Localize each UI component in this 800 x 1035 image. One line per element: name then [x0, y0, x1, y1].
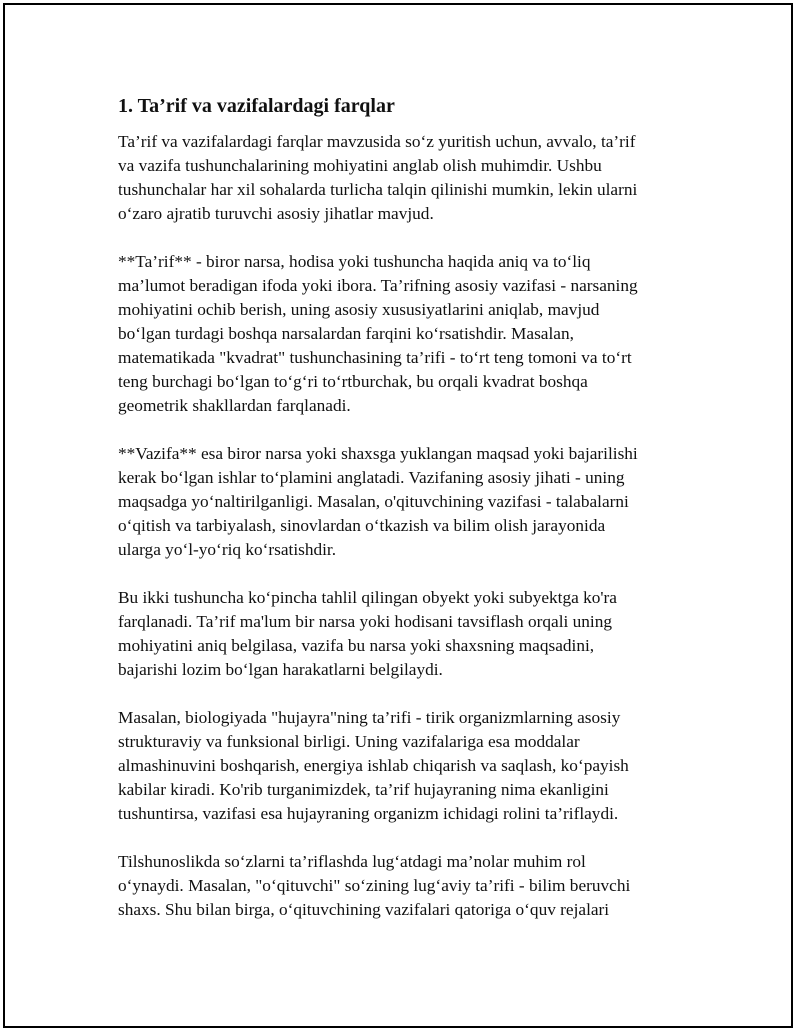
text-line: o‘qitish va tarbiyalash, sinovlardan o‘tkazish va bilim olish jarayonida	[118, 516, 606, 535]
text-line: farqlanadi. Ta’rif ma'lum bir narsa yoki hodisani tavsiflash orqali uning	[118, 612, 612, 631]
document-body	[118, 93, 688, 946]
text-line: teng burchagi bo‘lgan to‘g‘ri to‘rtburchak, bu orqali kvadrat boshqa	[118, 372, 588, 391]
text-line: Tilshunoslikda so‘zlarni ta’riflashda lug‘atdagi ma’nolar muhim rol	[118, 852, 586, 871]
text-line: o‘zaro ajratib turuvchi asosiy jihatlar mavjud.	[118, 204, 434, 223]
paragraph	[118, 130, 688, 226]
text-line: ularga yo‘l-yo‘riq ko‘rsatishdir.	[118, 540, 337, 559]
text-line: tushuntirsa, vazifasi esa hujayraning organizm ichidagi rolini ta’riflaydi.	[118, 804, 619, 823]
text-line: **Vazifa** esa biror narsa yoki shaxsga yuklangan maqsad yoki bajarilishi	[118, 444, 638, 463]
text-line: matematikada "kvadrat" tushunchasining ta’rifi - to‘rt teng tomoni va to‘rt	[118, 348, 632, 367]
text-line: almashinuvini boshqarish, energiya ishlab chiqarish va saqlash, ko‘payish	[118, 756, 629, 775]
text-line: **Ta’rif** - biror narsa, hodisa yoki tushuncha haqida aniq va to‘liq	[118, 252, 591, 271]
paragraph	[118, 442, 688, 562]
text-line: Bu ikki tushuncha ko‘pincha tahlil qilingan obyekt yoki subyektga ko'ra	[118, 588, 617, 607]
text-line: tushunchalar har xil sohalarda turlicha talqin qilinishi mumkin, lekin ularni	[118, 180, 638, 199]
text-line: mohiyatini aniq belgilasa, vazifa bu narsa yoki shaxsning maqsadini,	[118, 636, 595, 655]
text-line: kabilar kiradi. Ko'rib turganimizdek, ta’rif hujayraning nima ekanligini	[118, 780, 609, 799]
text-line: maqsadga yo‘naltirilganligi. Masalan, o'qituvchining vazifasi - talabalarni	[118, 492, 629, 511]
paragraph-list	[118, 130, 688, 922]
text-line: o‘ynaydi. Masalan, "o‘qituvchi" so‘zining lug‘aviy ta’rifi - bilim beruvchi	[118, 876, 631, 895]
text-line: mohiyatini ochib berish, uning asosiy xususiyatlarini aniqlab, mavjud	[118, 300, 600, 319]
text-line: bajarishi lozim bo‘lgan harakatlarni belgilaydi.	[118, 660, 443, 679]
text-line: strukturaviy va funksional birligi. Uning vazifalariga esa moddalar	[118, 732, 580, 751]
text-line: Ta’rif va vazifalardagi farqlar mavzusida so‘z yuritish uchun, avvalo, ta’rif	[118, 132, 636, 151]
paragraph	[118, 850, 688, 922]
paragraph	[118, 586, 688, 682]
text-line: bo‘lgan turdagi boshqa narsalardan farqini ko‘rsatishdir. Masalan,	[118, 324, 574, 343]
section-heading: 1. Ta’rif va vazifalardagi farqlar	[118, 95, 395, 117]
text-line: ma’lumot beradigan ifoda yoki ibora. Ta’rifning asosiy vazifasi - narsaning	[118, 276, 638, 295]
text-line: geometrik shakllardan farqlanadi.	[118, 396, 351, 415]
text-line: kerak bo‘lgan ishlar to‘plamini anglatadi. Vazifaning asosiy jihati - uning	[118, 468, 625, 487]
text-line: shaxs. Shu bilan birga, o‘qituvchining vazifalari qatoriga o‘quv rejalari	[118, 900, 610, 919]
text-line: Masalan, biologiyada "hujayra"ning ta’rifi - tirik organizmlarning asosiy	[118, 708, 621, 727]
text-line: va vazifa tushunchalarining mohiyatini anglab olish muhimdir. Ushbu	[118, 156, 602, 175]
paragraph	[118, 706, 688, 826]
paragraph	[118, 250, 688, 418]
